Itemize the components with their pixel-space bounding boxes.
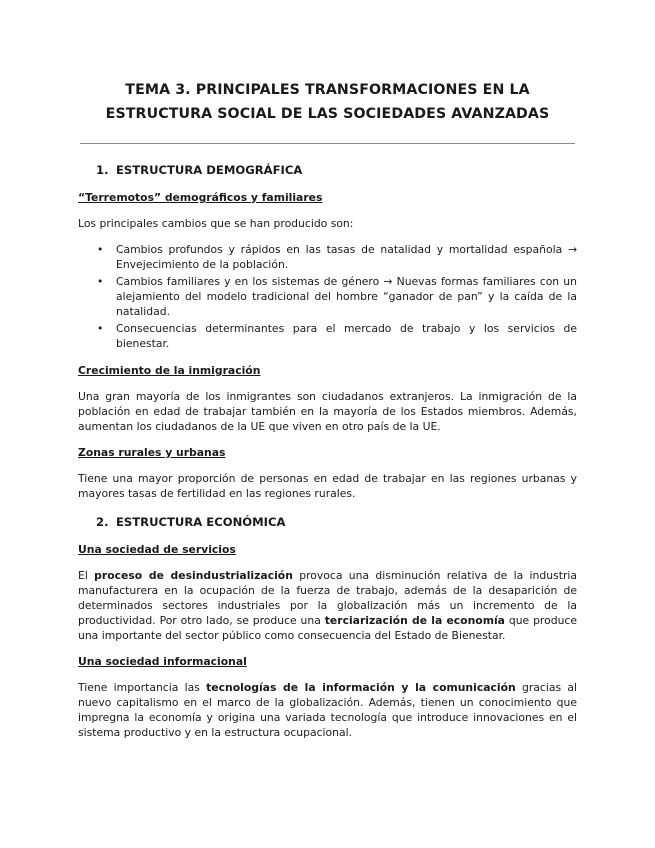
list-item-text: Cambios familiares y en los sistemas de género → Nuevas formas familiares con un alejamiento del modelo tradicional del hombre “ganador de pan” y la caída de la natalidad. <box>116 275 577 318</box>
subheading-servicios: Una sociedad de servicios <box>78 543 236 556</box>
zonas-paragraph: Tiene una mayor proporción de personas en edad de trabajar en las regiones urbanas y mayores tasas de fertilidad en las regiones rurales. <box>78 472 577 500</box>
servicios-text-2: provoca una disminución relativa de la industria manufacturera en la ocupación de la fuerza de trabajo, además de la desaparición de determinados sectores industriales por la globalización más un incremento de la productividad. Por otro lado, se produce una <box>78 569 577 627</box>
servicios-paragraph <box>78 568 577 643</box>
subheading-inmigracion: Crecimiento de la inmigración <box>78 364 261 377</box>
servicios-text-3: que produce una importante del sector público como consecuencia del Estado de Bienestar. <box>78 614 578 642</box>
list-item <box>78 321 577 351</box>
bullet-icon: • <box>97 322 104 335</box>
list-item <box>78 242 577 272</box>
title-line-2: ESTRUCTURA SOCIAL DE LAS SOCIEDADES AVANZADAS <box>105 106 550 122</box>
section-2-title: ESTRUCTURA ECONÓMICA <box>116 515 286 529</box>
servicios-text-1: El <box>78 569 95 582</box>
section-1-number: 1. <box>96 163 109 177</box>
informacional-text-2: gracias al nuevo capitalismo en el marco de la globalización. Además, tienen un conocimiento que impregna la economía y origina una variada tecnología que introduce innovaciones en el sistema productivo y en la estructura ocupacional. <box>78 681 577 739</box>
bullet-icon: • <box>97 243 104 256</box>
section-2-number: 2. <box>96 515 109 529</box>
list-item-text: Cambios profundos y rápidos en las tasas de natalidad y mortalidad española → Envejecimiento de la población. <box>116 243 577 271</box>
subheading-zonas: Zonas rurales y urbanas <box>78 446 226 459</box>
title-line-1: TEMA 3. PRINCIPALES TRANSFORMACIONES EN LA <box>125 82 530 98</box>
changes-list <box>78 242 577 351</box>
informacional-text-1: Tiene importancia las <box>78 681 207 694</box>
bold-tic: tecnologías de la información y la comunicación <box>206 681 516 694</box>
section-2-heading <box>78 514 577 530</box>
informacional-paragraph <box>78 680 577 740</box>
bold-terciarizacion: terciarización de la economía <box>324 614 505 627</box>
bullet-icon: • <box>97 275 104 288</box>
subheading-terremotos: “Terremotos” demográficos y familiares <box>78 191 323 204</box>
subheading-informacional: Una sociedad informacional <box>78 655 247 668</box>
section-1-heading <box>78 162 577 178</box>
bold-desindustrializacion: proceso de desindustrialización <box>94 569 293 582</box>
section-1-title: ESTRUCTURA DEMOGRÁFICA <box>116 163 303 177</box>
inmigracion-paragraph: Una gran mayoría de los inmigrantes son ciudadanos extranjeros. La inmigración de la población en edad de trabajar también en la mayoría de los Estados miembros. Además, aumentan los ciudadanos de la UE que viven en otro país de la UE. <box>78 390 577 433</box>
list-item <box>78 274 577 319</box>
intro-paragraph: Los principales cambios que se han producido son: <box>78 217 354 230</box>
document-title <box>78 78 577 126</box>
list-item-text: Consecuencias determinantes para el mercado de trabajo y los servicios de bienestar. <box>116 322 577 350</box>
